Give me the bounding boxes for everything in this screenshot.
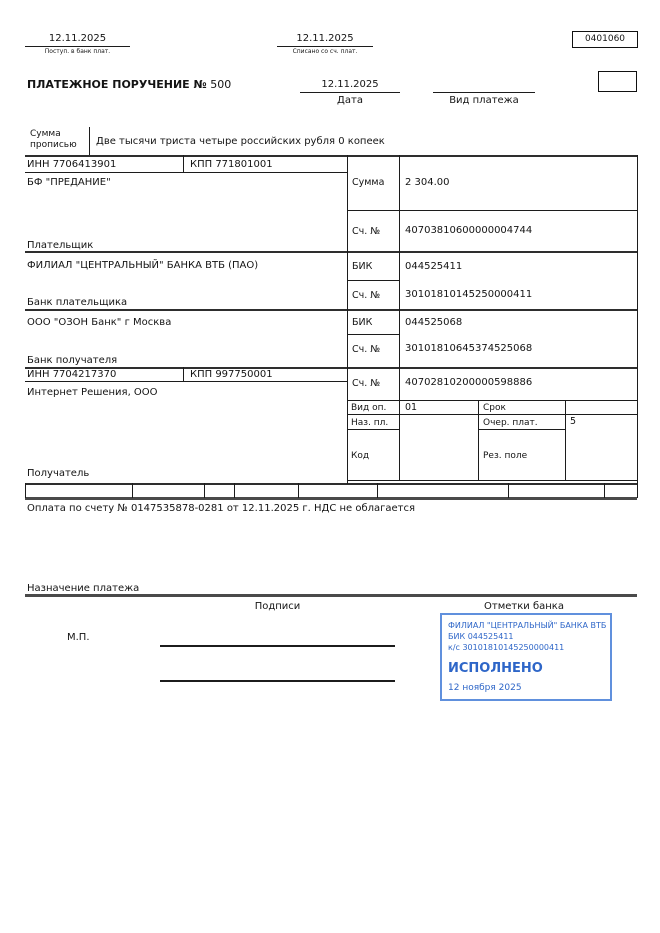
payee-bank-account-label: Сч. № xyxy=(352,344,381,355)
code-box-top-line xyxy=(347,429,399,430)
tax-row-divider xyxy=(508,483,509,498)
date-underline xyxy=(300,92,400,93)
payee-bank-account: 30101810645374525068 xyxy=(405,343,533,354)
payer-section-label: Плательщик xyxy=(27,240,94,251)
received-date-underline xyxy=(25,46,130,47)
payer-bank-bik-line xyxy=(347,280,399,281)
received-in-bank-label: Поступ. в банк плат. xyxy=(44,48,111,55)
stamp-date: 12 ноября 2025 xyxy=(448,683,522,693)
term-column-right-line xyxy=(565,400,566,481)
payee-name: Интернет Решения, ООО xyxy=(27,387,158,398)
payer-bank-section-line xyxy=(25,309,637,311)
term-label: Срок xyxy=(483,403,506,413)
stamp-bank-name: ФИЛИАЛ "ЦЕНТРАЛЬНЫЙ" БАНКА ВТБ xyxy=(448,621,607,630)
payee-inn: ИНН 7704217370 xyxy=(27,369,117,380)
payer-inn: ИНН 7706413901 xyxy=(27,159,117,170)
payee-account: 40702810200000598886 xyxy=(405,377,533,388)
sum-label: Сумма xyxy=(352,177,385,188)
payee-section-line xyxy=(25,483,637,485)
payer-bank-bik-label: БИК xyxy=(352,261,373,272)
bank-execution-stamp xyxy=(440,613,612,701)
debited-date-underline xyxy=(277,46,373,47)
stamp-place-label: М.П. xyxy=(67,632,90,643)
label-column-left-line xyxy=(347,155,348,484)
title-text: ПЛАТЕЖНОЕ ПОРУЧЕНИЕ № xyxy=(27,78,207,91)
sum-row-line xyxy=(347,210,637,211)
priority-value: 5 xyxy=(570,416,577,427)
amount-words-divider xyxy=(89,127,90,156)
form-code-box xyxy=(572,31,638,48)
code-label: Код xyxy=(351,451,370,461)
received-in-bank-date: 12.11.2025 xyxy=(48,33,107,44)
table-bottom-line xyxy=(25,497,637,500)
payer-bank-section-label: Банк плательщика xyxy=(27,297,128,308)
payer-bank-account: 30101810145250000411 xyxy=(405,289,533,300)
reserve-box-top-line xyxy=(478,429,565,430)
payee-bank-bik-label: БИК xyxy=(352,317,373,328)
bank-marks-label: Отметки банка xyxy=(484,601,564,612)
payee-bank-bik: 044525068 xyxy=(405,317,463,328)
code-box-bottom-line xyxy=(347,480,637,481)
signature-line-2 xyxy=(160,680,395,682)
term-column-left-line xyxy=(478,400,479,481)
op-type-value: 01 xyxy=(405,402,418,413)
purpose-section-label: Назначение платежа xyxy=(27,583,140,594)
tax-row-divider xyxy=(604,483,605,498)
debited-date: 12.11.2025 xyxy=(296,33,354,44)
sum-value: 2 304.00 xyxy=(405,177,450,188)
payer-bank-name: ФИЛИАЛ "ЦЕНТРАЛЬНЫЙ" БАНКА ВТБ (ПАО) xyxy=(27,260,259,271)
payer-section-line xyxy=(25,251,637,253)
payee-section-label: Получатель xyxy=(27,468,90,479)
document-number: 500 xyxy=(210,78,232,91)
signature-line-1 xyxy=(160,645,395,647)
label-column-right-line xyxy=(399,155,400,481)
payer-name: БФ "ПРЕДАНИЕ" xyxy=(27,177,111,188)
document-date: 12.11.2025 xyxy=(321,79,379,90)
tax-row-left-border xyxy=(25,483,26,498)
tax-row-divider xyxy=(298,483,299,498)
payer-bank-account-label: Сч. № xyxy=(352,290,381,301)
payment-type-underline xyxy=(433,92,535,93)
op-type-row-line xyxy=(347,414,637,415)
document-title xyxy=(27,79,231,91)
payee-kpp-divider xyxy=(183,367,184,381)
payer-account-label: Сч. № xyxy=(352,226,381,237)
tax-row-divider xyxy=(132,483,133,498)
table-top-line xyxy=(25,155,637,157)
payer-kpp: КПП 771801001 xyxy=(190,159,273,170)
stamp-status: ИСПОЛНЕНО xyxy=(448,661,543,676)
payee-account-line xyxy=(347,400,637,401)
payee-account-label: Сч. № xyxy=(352,378,381,389)
payee-inn-row-line xyxy=(25,381,347,382)
payer-kpp-divider xyxy=(183,155,184,172)
amount-in-words: Две тысячи триста четыре российских рубля 0 копеек xyxy=(96,136,385,147)
date-label: Дата xyxy=(337,95,363,106)
purpose-section-line xyxy=(25,594,637,597)
payee-bank-name: ООО "ОЗОН Банк" г Москва xyxy=(27,317,172,328)
payment-purpose-text: Оплата по счету № 0147535878-0281 от 12.11.2025 г. НДС не облагается xyxy=(27,503,416,514)
payer-inn-row-line xyxy=(25,172,347,173)
form-code: 0401060 xyxy=(584,34,626,44)
priority-label: Очер. плат. xyxy=(483,418,538,428)
op-type-label: Вид оп. xyxy=(351,403,387,413)
purpose-code-label: Наз. пл. xyxy=(351,418,389,428)
payment-type-label: Вид платежа xyxy=(449,95,519,106)
reserve-field-label: Рез. поле xyxy=(483,451,528,461)
debited-label: Списано со сч. плат. xyxy=(292,48,358,55)
payer-status-box xyxy=(598,71,637,92)
amount-words-label: Сумма прописью xyxy=(30,129,77,150)
tax-row-divider xyxy=(377,483,378,498)
payee-bank-section-line xyxy=(25,367,637,369)
stamp-corr-account: к/с 30101810145250000411 xyxy=(448,643,565,652)
tax-row-divider xyxy=(204,483,205,498)
payer-bank-bik: 044525411 xyxy=(405,261,463,272)
payee-bank-section-label: Банк получателя xyxy=(27,355,118,366)
payee-bank-bik-line xyxy=(347,334,399,335)
payer-account: 40703810600000004744 xyxy=(405,225,533,236)
payee-kpp: КПП 997750001 xyxy=(190,369,273,380)
signatures-label: Подписи xyxy=(254,601,301,612)
tax-row-divider xyxy=(234,483,235,498)
stamp-bik: БИК 044525411 xyxy=(448,632,514,641)
table-right-border xyxy=(637,155,638,498)
